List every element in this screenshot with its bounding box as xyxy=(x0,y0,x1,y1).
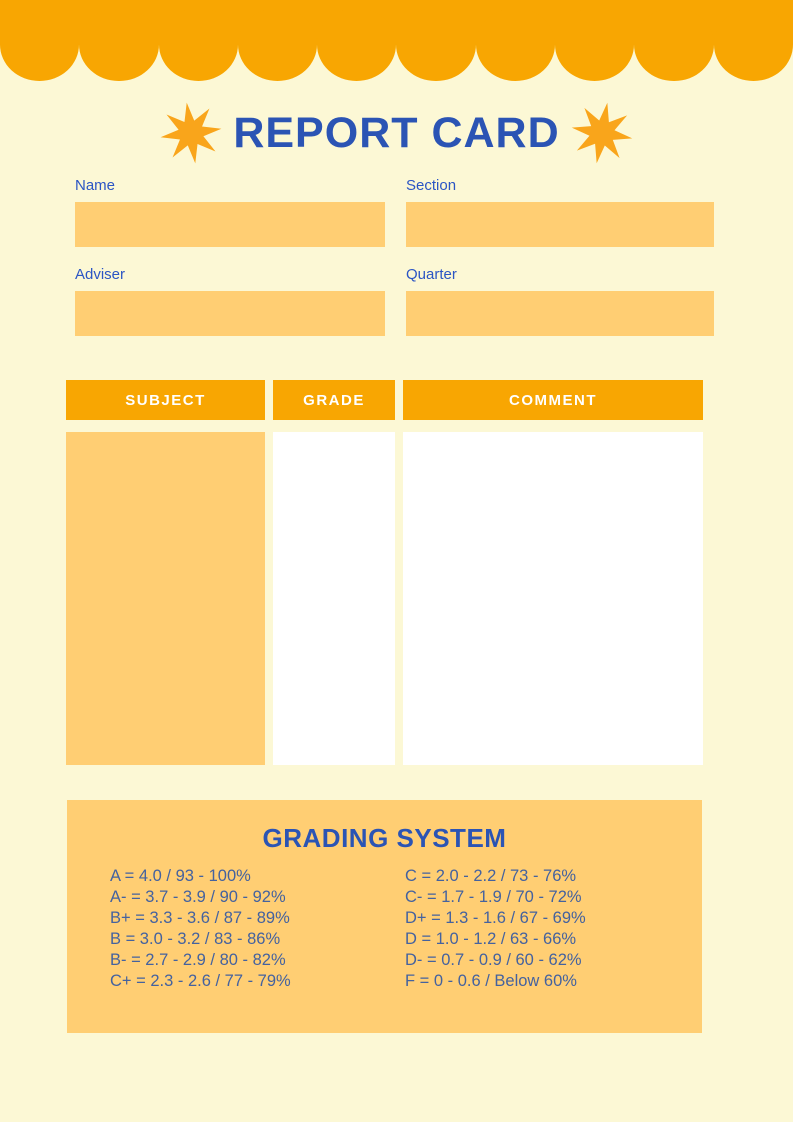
grading-line: D- = 0.7 - 0.9 / 60 - 62% xyxy=(405,951,582,969)
adviser-label: Adviser xyxy=(75,266,126,283)
star-burst-icon xyxy=(155,95,228,171)
scallop-shape xyxy=(79,8,158,81)
subject-column-area[interactable] xyxy=(66,432,265,765)
grading-line: B- = 2.7 - 2.9 / 80 - 82% xyxy=(110,951,286,969)
field-section xyxy=(406,177,714,247)
grading-line: D+ = 1.3 - 1.6 / 67 - 69% xyxy=(405,909,586,927)
scallop-shape xyxy=(238,8,317,81)
quarter-label: Quarter xyxy=(406,266,457,283)
grading-system-title: GRADING SYSTEM xyxy=(262,823,507,853)
column-header-grade: GRADE xyxy=(273,380,395,420)
grades-table xyxy=(66,380,703,765)
grading-line: A- = 3.7 - 3.9 / 90 - 92% xyxy=(110,888,286,906)
field-name xyxy=(75,177,385,247)
grading-line: D = 1.0 - 1.2 / 63 - 66% xyxy=(405,930,577,948)
star-burst-icon xyxy=(564,94,639,172)
grades-table-header xyxy=(66,380,703,420)
section-label: Section xyxy=(406,177,457,194)
grading-line: B+ = 3.3 - 3.6 / 87 - 89% xyxy=(110,909,290,927)
scallop-shape xyxy=(476,8,555,81)
grading-line: C- = 1.7 - 1.9 / 70 - 72% xyxy=(405,888,582,906)
scallop-shape xyxy=(714,8,793,81)
grade-column-area[interactable] xyxy=(273,432,395,765)
comment-column-area[interactable] xyxy=(403,432,703,765)
grading-list-right xyxy=(405,866,702,992)
scallop-shape xyxy=(634,8,713,81)
grading-line: A = 4.0 / 93 - 100% xyxy=(110,867,251,885)
column-header-comment: COMMENT xyxy=(403,380,703,420)
column-header-subject: SUBJECT xyxy=(66,380,265,420)
field-quarter xyxy=(406,266,714,336)
top-banner xyxy=(0,0,793,82)
scallop-shape xyxy=(555,8,634,81)
section-input[interactable] xyxy=(406,202,714,247)
grading-line: B = 3.0 - 3.2 / 83 - 86% xyxy=(110,930,281,948)
banner-scallops xyxy=(0,8,793,81)
scallop-shape xyxy=(159,8,238,81)
grading-line: C+ = 2.3 - 2.6 / 77 - 79% xyxy=(110,972,291,990)
name-label: Name xyxy=(75,177,116,194)
adviser-input[interactable] xyxy=(75,291,385,336)
header xyxy=(0,97,793,169)
scallop-shape xyxy=(396,8,475,81)
quarter-input[interactable] xyxy=(406,291,714,336)
page-title: REPORT CARD xyxy=(233,108,560,157)
grading-system-panel xyxy=(67,800,702,1033)
scallop-shape xyxy=(317,8,396,81)
scallop-shape xyxy=(0,8,79,81)
student-info-form xyxy=(75,177,714,336)
field-adviser xyxy=(75,266,385,336)
grading-list-left xyxy=(67,866,405,992)
grading-columns xyxy=(67,866,702,992)
name-input[interactable] xyxy=(75,202,385,247)
grades-table-body xyxy=(66,432,703,765)
grading-line: C = 2.0 - 2.2 / 73 - 76% xyxy=(405,867,577,885)
grading-line: F = 0 - 0.6 / Below 60% xyxy=(405,972,577,990)
